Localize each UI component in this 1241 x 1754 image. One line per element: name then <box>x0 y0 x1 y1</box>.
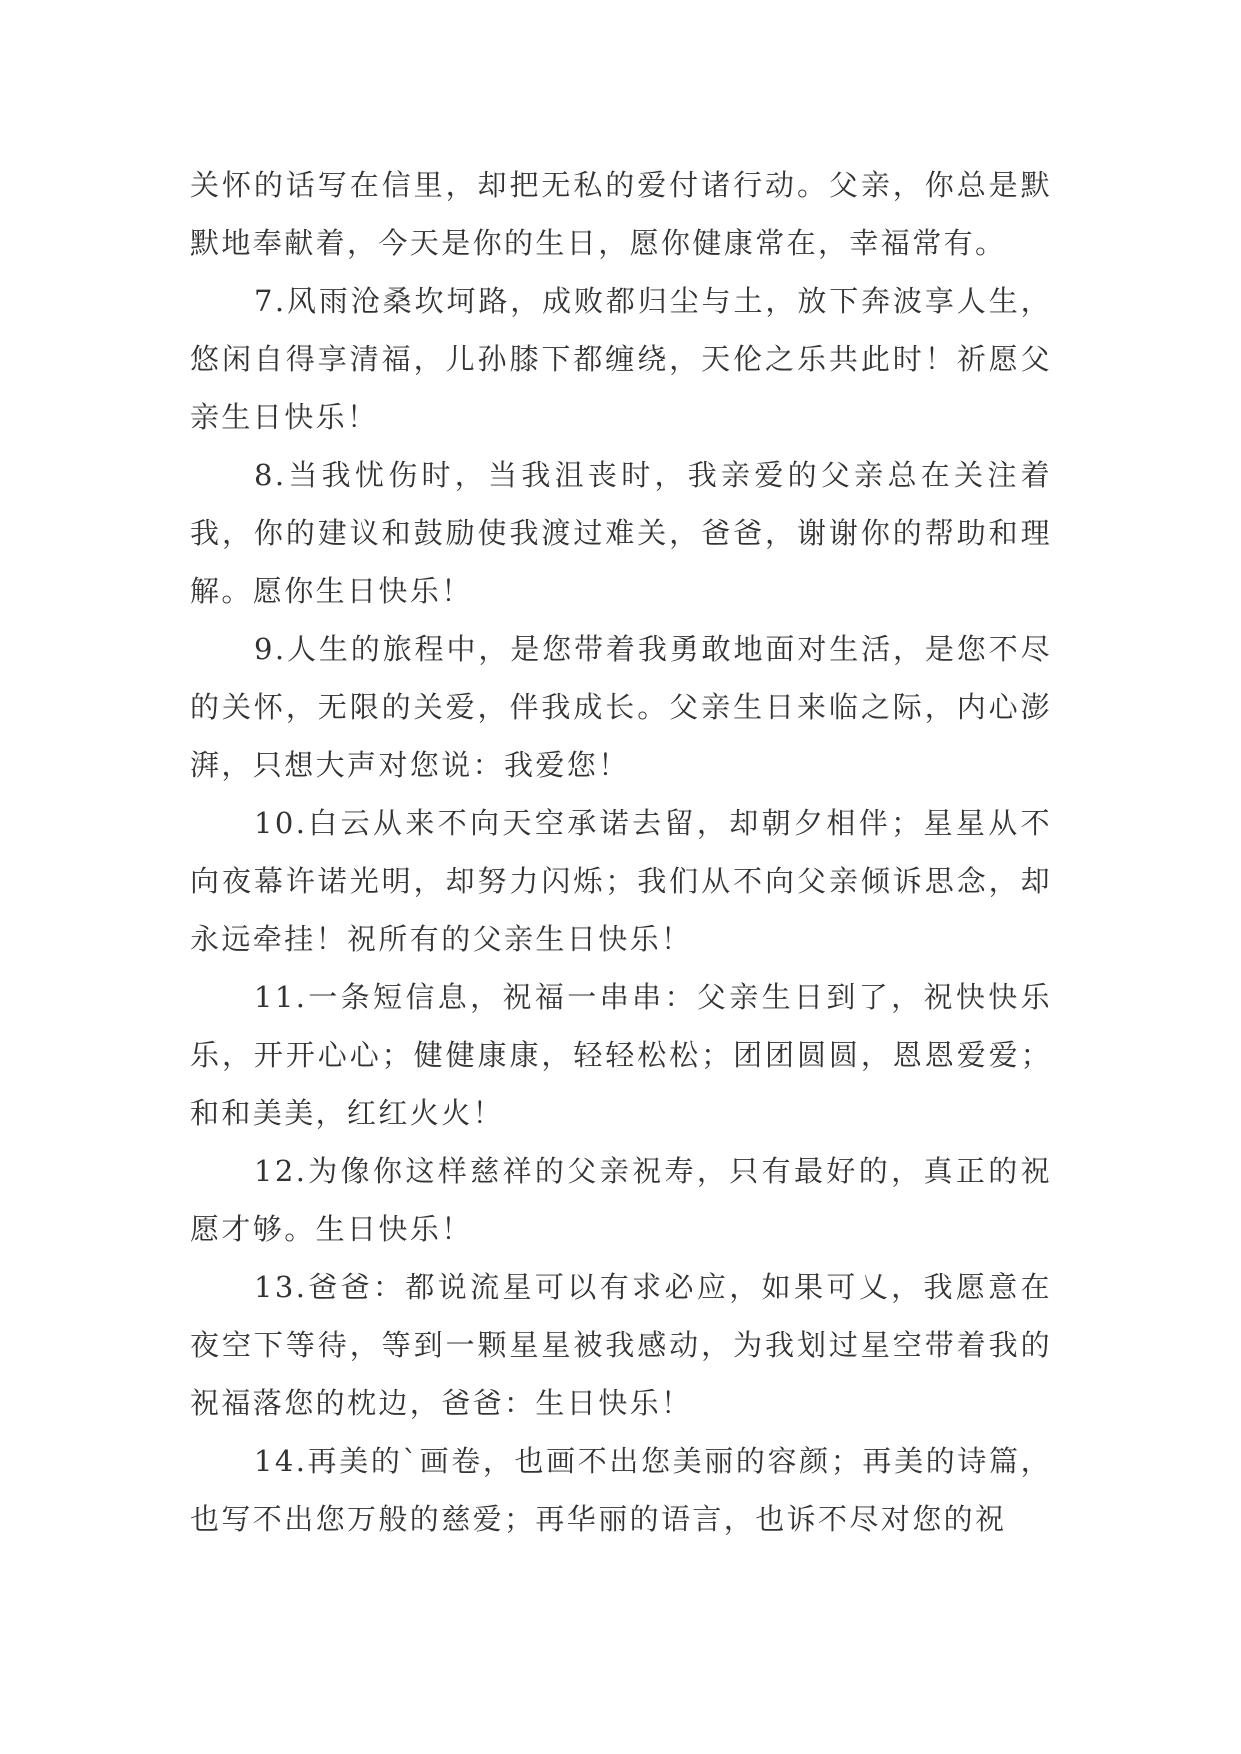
document-body <box>190 156 1052 1548</box>
paragraph-8: 8.当我忧伤时，当我沮丧时，我亲爱的父亲总在关注着我，你的建议和鼓励使我渡过难关，爸爸，谢谢你的帮助和理解。愿你生日快乐！ <box>190 458 1052 608</box>
paragraph-7: 7.风雨沧桑坎坷路，成败都归尘与土，放下奔波享人生，悠闲自得享清福，儿孙膝下都缠绕，天伦之乐共此时！祈愿父亲生日快乐！ <box>190 284 1052 434</box>
paragraph-10: 10.白云从来不向天空承诺去留，却朝夕相伴；星星从不向夜幕许诺光明，却努力闪烁；我们从不向父亲倾诉思念，却永远牵挂！祝所有的父亲生日快乐！ <box>190 806 1052 956</box>
paragraph-14: 14.再美的`画卷，也画不出您美丽的容颜；再美的诗篇，也写不出您万般的慈爱；再华丽的语言，也诉不尽对您的祝 <box>190 1444 1052 1536</box>
paragraph-12: 12.为像你这样慈祥的父亲祝寿，只有最好的，真正的祝愿才够。生日快乐！ <box>190 1154 1052 1246</box>
paragraph-continuation: 关怀的话写在信里，却把无私的爱付诸行动。父亲，你总是默默地奉献着，今天是你的生日，愿你健康常在，幸福常有。 <box>190 168 1052 260</box>
paragraph-13: 13.爸爸：都说流星可以有求必应，如果可乂，我愿意在夜空下等待，等到一颗星星被我感动，为我划过星空带着我的祝福落您的枕边，爸爸：生日快乐！ <box>190 1270 1052 1420</box>
paragraph-9: 9.人生的旅程中，是您带着我勇敢地面对生活，是您不尽的关怀，无限的关爱，伴我成长。父亲生日来临之际，内心澎湃，只想大声对您说：我爱您！ <box>190 632 1052 782</box>
paragraph-11: 11.一条短信息，祝福一串串：父亲生日到了，祝快快乐乐，开开心心；健健康康，轻轻松松；团团圆圆，恩恩爱爱；和和美美，红红火火！ <box>190 980 1052 1130</box>
